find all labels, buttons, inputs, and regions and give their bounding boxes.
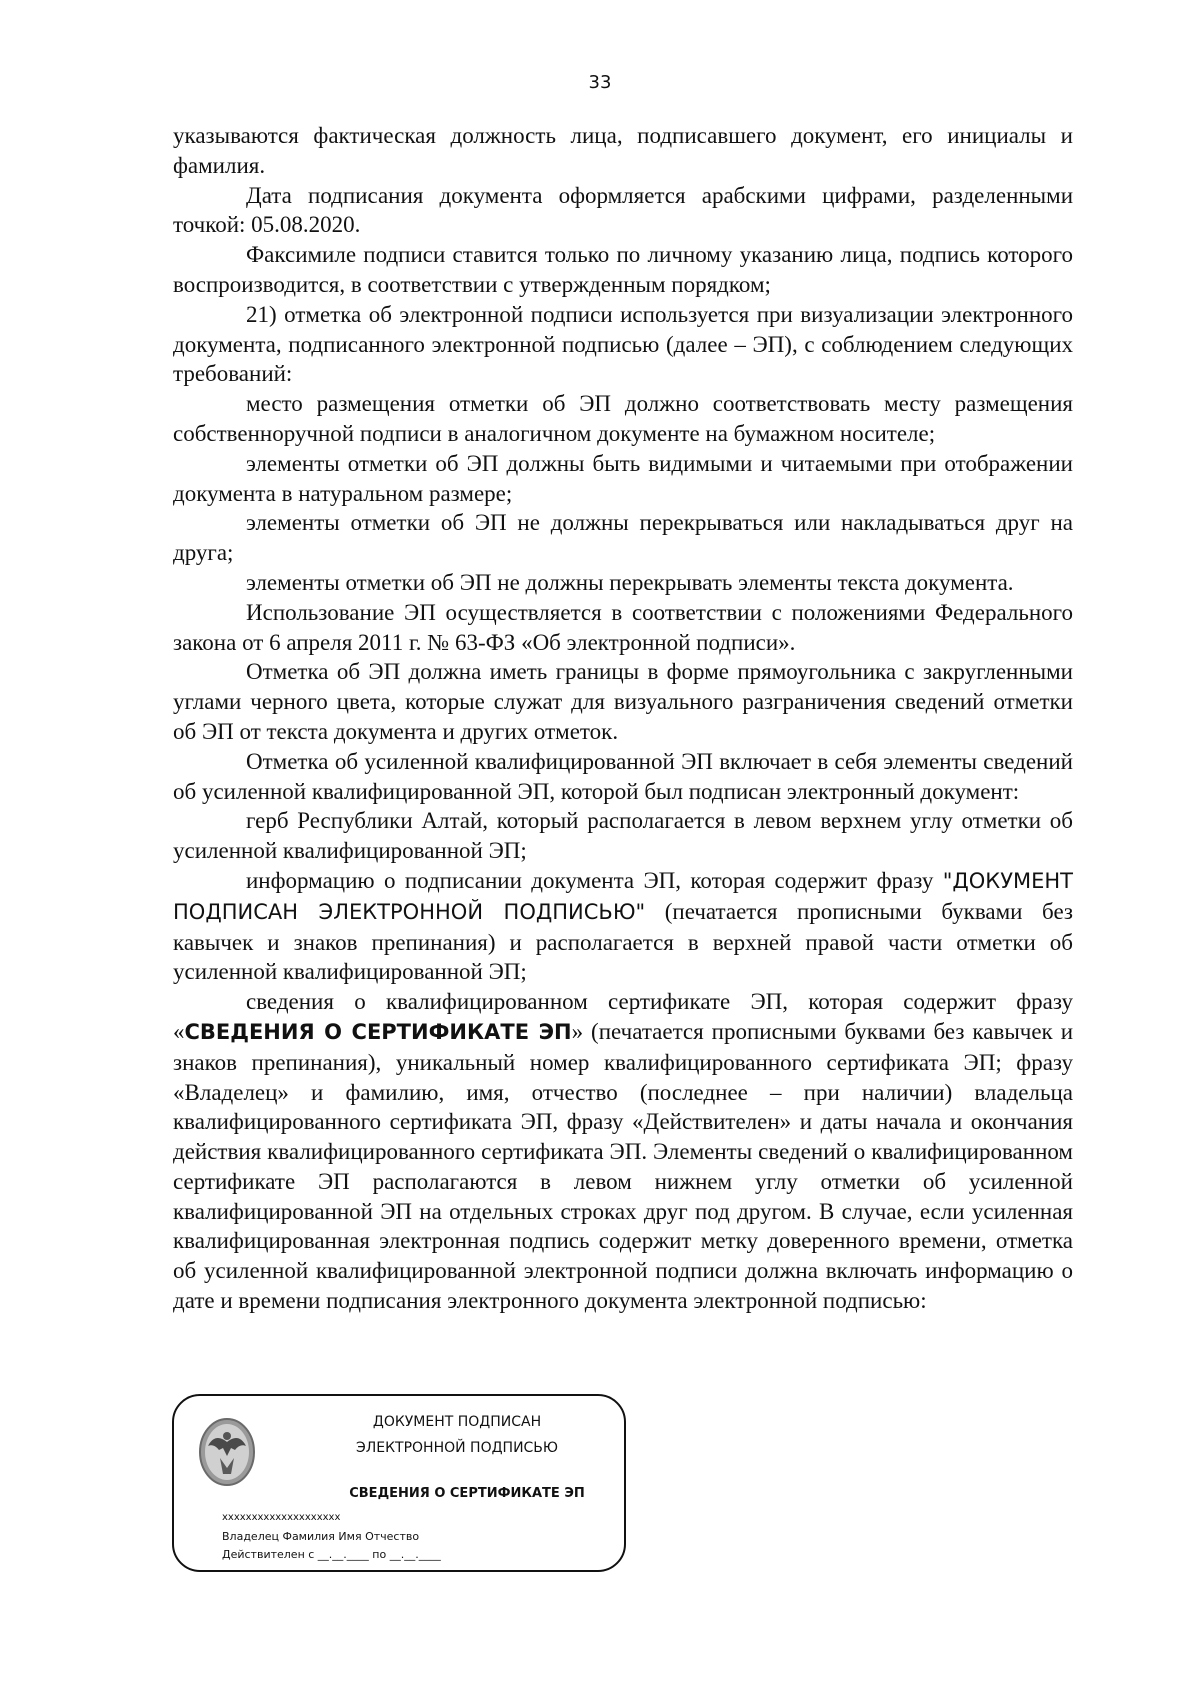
paragraph: Использование ЭП осуществляется в соответствии с положениями Федерального закона от 6 апреля 2011 г. № 63-ФЗ «Об электронной подписи». [173, 599, 1073, 655]
paragraph: Факсимиле подписи ставится только по личному указанию лица, подпись которого воспроизводится, в соответствии с утвержденным порядком; [173, 242, 1073, 297]
page-number: 33 [588, 72, 612, 93]
paragraph: элементы отметки об ЭП должны быть видимыми и читаемыми при отображении документа в натуральном размере; [173, 450, 1073, 506]
stamp-validity: Действителен с __.__.____ по __.__.____ [222, 1548, 441, 1561]
paragraph-text: информацию о подписании документа ЭП, которая содержит фразу [246, 867, 934, 893]
paragraph: указываются фактическая должность лица, подписавшего документ, его инициалы и фамилия. [173, 123, 1073, 178]
bold-phrase: СВЕДЕНИЯ О СЕРТИФИКАТЕ ЭП [184, 1019, 572, 1044]
paragraph: Отметка об усиленной квалифицированной ЭП включает в себя элементы сведений об усиленной квалифицированной ЭП, которой был подписан электронный документ: [173, 748, 1073, 804]
paragraph: элементы отметки об ЭП не должны перекрывать элементы текста документа. [246, 569, 1014, 595]
coat-of-arms-icon [198, 1416, 256, 1488]
paragraph: герб Республики Алтай, который располагается в левом верхнем углу отметки об усиленной квалифицированной ЭП; [173, 808, 1073, 864]
quoted-phrase: "ДОКУМЕНТ ПОДПИСАН ЭЛЕКТРОННОЙ ПОДПИСЬЮ" [173, 868, 1074, 924]
paragraph-certificate-info [173, 987, 1073, 1316]
stamp-certificate-heading: СВЕДЕНИЯ О СЕРТИФИКАТЕ ЭП [349, 1486, 585, 1501]
electronic-signature-stamp [172, 1394, 626, 1572]
paragraph: Дата подписания документа оформляется арабскими цифрами, разделенными точкой: 05.08.2020. [173, 182, 1073, 238]
stamp-serial-number: xxxxxxxxxxxxxxxxxxxx [222, 1512, 341, 1523]
paragraph: место размещения отметки об ЭП должно соответствовать месту размещения собственноручной подписи в аналогичном документе на бумажном носителе; [173, 391, 1073, 446]
stamp-owner: Владелец Фамилия Имя Отчество [222, 1530, 420, 1543]
paragraph-text: » (печатается прописными буквами без кавычек и знаков препинания), уникальный номер квалифицированного сертификата ЭП; фразу «Владелец» и фамилию, имя, отчество (последнее – при наличии) владельца квалифицированного сертификата ЭП, фразу «Действителен» и даты начала и окончания действия квалифицированного сертификата ЭП. Элементы сведений о квалифицированном сертификате ЭП располагаются в левом нижнем углу отметки об усиленной квалифицированной ЭП на отдельных строках друг под другом. В случае, если усиленная квалифицированная электронная подпись содержит метку доверенного времени, отметка об усиленной квалифицированной электронной подписи должна включать информацию о дате и времени подписания электронного документа электронной подписью: [173, 1018, 1073, 1314]
paragraph-signature-info [173, 866, 1073, 987]
stamp-title-line2: ЭЛЕКТРОННОЙ ПОДПИСЬЮ [355, 1440, 559, 1456]
paragraph-text: сведения о квалифицированном сертификате ЭП, которая содержит фразу « [173, 989, 1073, 1044]
paragraph-text: (печатается прописными буквами без кавычек и знаков препинания) и располагается в верхней правой части отметки об усиленной квалифицированной ЭП; [173, 898, 1074, 985]
stamp-title-line1: ДОКУМЕНТ ПОДПИСАН [372, 1414, 542, 1430]
paragraph: 21) отметка об электронной подписи используется при визуализации электронного документа, подписанного электронной подписью (далее – ЭП), с соблюдением следующих требований: [173, 301, 1073, 387]
paragraph: Отметка об ЭП должна иметь границы в форме прямоугольника с закругленными углами черного цвета, которые служат для визуального разграничения сведений отметки об ЭП от текста документа и других отметок. [173, 659, 1073, 744]
paragraph: элементы отметки об ЭП не должны перекрываться или накладываться друг на друга; [173, 510, 1073, 566]
document-body [173, 121, 1073, 1316]
